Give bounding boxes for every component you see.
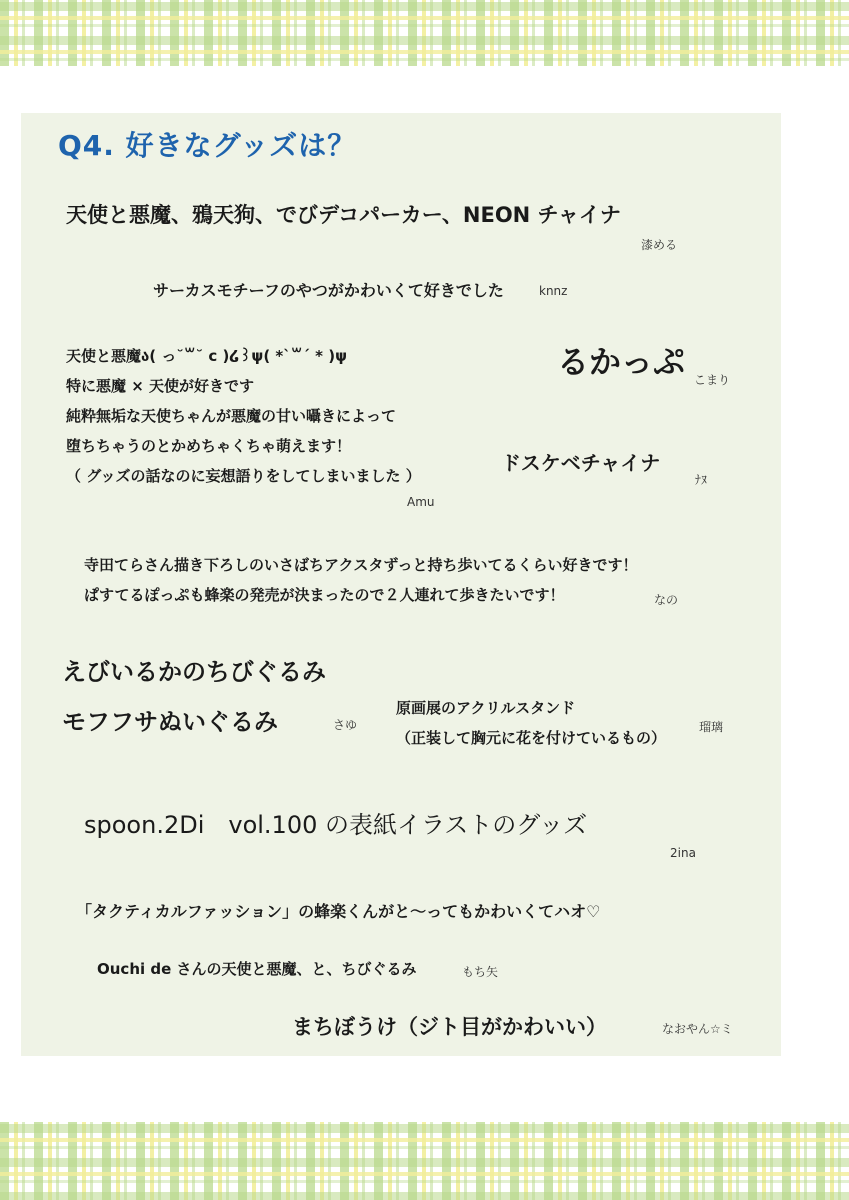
answer-line: （正装して胸元に花を付けているもの） bbox=[396, 729, 667, 747]
answer-line: （ グッズの話なのに妄想語りをしてしまいました ） bbox=[66, 467, 421, 485]
answer-line: 天使と悪魔ა( っ˘꒳˘ c )໒꒱ψ( *`꒳´ * )ψ bbox=[66, 347, 348, 365]
answer-text: ドスケベチャイナ bbox=[501, 451, 661, 475]
answer-text: るかっぷ bbox=[557, 343, 686, 381]
answer-author: Amu bbox=[407, 495, 435, 509]
answer-text: まちぼうけ（ジト目がかわいい） bbox=[292, 1015, 607, 1039]
answer-author: さゆ bbox=[333, 718, 358, 732]
answer-author: knnz bbox=[539, 284, 568, 298]
answer-author: こまり bbox=[694, 373, 731, 387]
answer-author: 漆める bbox=[641, 238, 678, 252]
answer-line: えびいるかのちびぐるみ bbox=[62, 658, 326, 686]
answer-line: モフフサぬいぐるみ bbox=[62, 708, 278, 736]
answer-author: なおやん☆ミ bbox=[662, 1022, 733, 1036]
answer-text: サーカスモチーフのやつがかわいくて好きでした bbox=[153, 281, 504, 300]
answer-author: もち矢 bbox=[462, 965, 499, 979]
answer-text: spoon.2Di vol.100 の表紙イラストのグッズ bbox=[84, 811, 588, 839]
page-title: Q4. 好きなグッズは？ bbox=[58, 129, 357, 162]
answer-author: ﾅﾇ bbox=[695, 473, 708, 487]
plaid-border-bottom bbox=[0, 1122, 849, 1200]
answer-line: 寺田てらさん描き下ろしのいさばちアクスタずっと持ち歩いてるくらい好きです！ bbox=[84, 556, 638, 574]
answer-line: 特に悪魔 × 天使が好きです bbox=[66, 377, 255, 395]
answer-text: 天使と悪魔、鴉天狗、でびデコパーカー、NEON チャイナ bbox=[66, 203, 621, 227]
answer-line: ぱすてるぽっぷも蜂楽の発売が決まったので２人連れて歩きたいです！ bbox=[84, 586, 565, 604]
plaid-border-top bbox=[0, 0, 849, 66]
answer-line: 堕ちちゃうのとかめちゃくちゃ萌えます！ bbox=[66, 437, 352, 455]
answer-line: 純粋無垢な天使ちゃんが悪魔の甘い囁きによって bbox=[66, 407, 397, 425]
answer-author: 瑠璃 bbox=[699, 720, 724, 734]
answer-line: 原画展のアクリルスタンド bbox=[396, 699, 576, 717]
answer-author: 2ina bbox=[670, 846, 696, 860]
answer-text: Ouchi de さんの天使と悪魔、と、ちびぐるみ bbox=[97, 960, 417, 978]
answer-author: なの bbox=[654, 593, 679, 607]
answer-text: 「タクティカルファッション」の蜂楽くんがと〜ってもかわいくてハオ♡ bbox=[76, 902, 601, 921]
